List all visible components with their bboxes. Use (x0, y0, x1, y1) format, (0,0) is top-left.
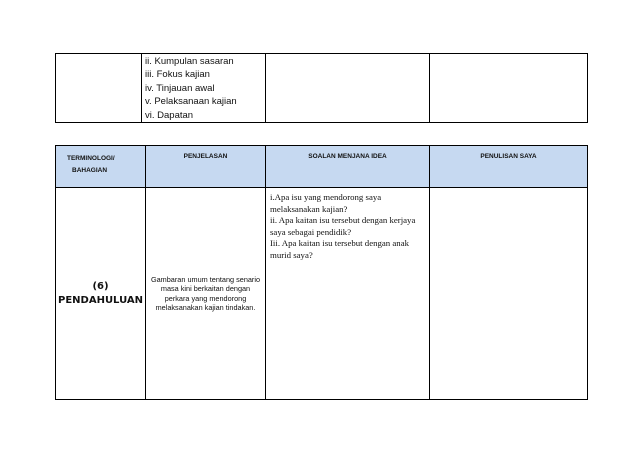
table-row (56, 188, 588, 400)
list-item: vi. Dapatan (145, 109, 194, 121)
step-list (142, 54, 265, 122)
step-list-cell (142, 54, 266, 123)
idea-table (55, 145, 588, 400)
term-number: (6) (92, 280, 109, 292)
term-title: PENDAHULUAN (58, 294, 143, 306)
header-soalan: SOALAN MENJANA IDEA (266, 146, 430, 188)
list-item: iv. Tinjauan awal (145, 82, 215, 94)
header-terminologi (56, 146, 146, 188)
empty-cell (56, 54, 142, 123)
continuation-table (55, 53, 588, 123)
header-penulisan: PENULISAN SAYA (430, 146, 588, 188)
list-item: iii. Fokus kajian (145, 69, 210, 81)
writing-cell[interactable] (430, 188, 588, 400)
header-terminologi-line1: TERMINOLOGI/ (67, 155, 115, 162)
term-cell (56, 188, 146, 400)
list-item: ii. Kumpulan sasaran (145, 56, 234, 67)
empty-cell (266, 54, 430, 123)
empty-cell (430, 54, 588, 123)
header-penjelasan: PENJELASAN (146, 146, 266, 188)
question-item: i.Apa isu yang mendorong saya melaksanakan kajian? (270, 192, 382, 214)
explanation-cell: Gambaran umum tentang senario masa kini berkaitan dengan perkara yang mendorong melaksanakan kajian tindakan. (146, 188, 266, 400)
question-item: Iii. Apa kaitan isu tersebut dengan anak murid saya? (270, 238, 409, 260)
continuation-row (56, 54, 588, 123)
list-item: v. Pelaksanaan kajian (145, 96, 237, 108)
header-terminologi-line2: BAHAGIAN (72, 167, 108, 174)
header-row (56, 146, 588, 188)
question-item: ii. Apa kaitan isu tersebut dengan kerjaya saya sebagai pendidik? (270, 215, 416, 237)
questions-cell (266, 188, 430, 400)
